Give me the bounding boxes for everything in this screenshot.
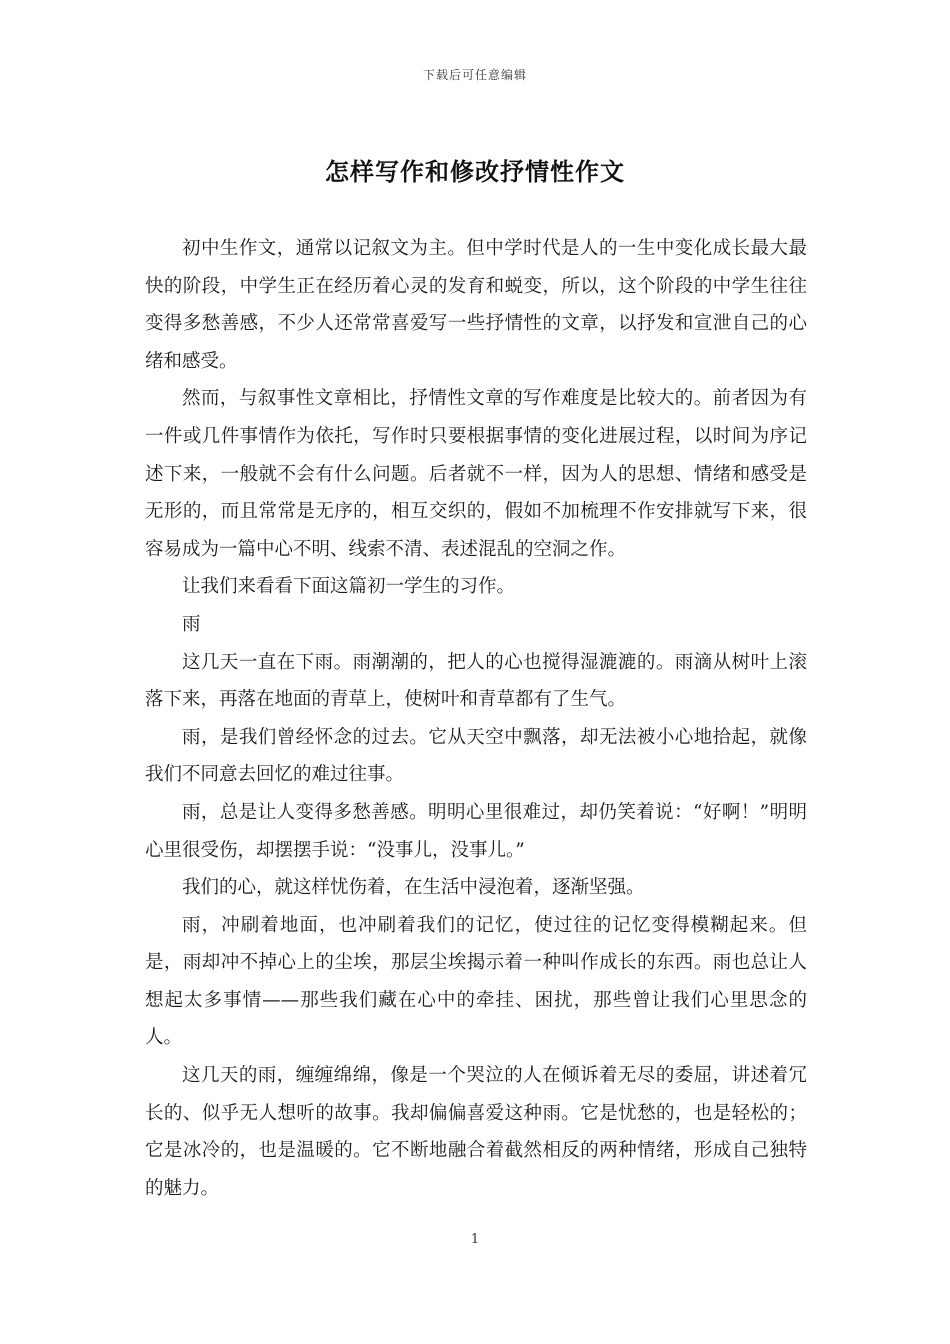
paragraph: 雨，冲刷着地面，也冲刷着我们的记忆，使过往的记忆变得模糊起来。但是，雨却冲不掉心上的尘埃，那层尘埃揭示着一种叫作成长的东西。雨也总让人想起太多事情——那些我们藏在心中的牵挂、困扰，那些曾让我们心里思念的人。: [145, 914, 807, 1049]
page-number: 1: [470, 1232, 480, 1247]
paragraph: 我们的心，就这样忧伤着，在生活中浸泡着，逐渐坚强。: [182, 877, 645, 899]
essay-title: 雨: [182, 613, 201, 635]
paragraph: 然而，与叙事性文章相比，抒情性文章的写作难度是比较大的。前者因为有一件或几件事情作为依托，写作时只要根据事情的变化进展过程，以时间为序记述下来，一般就不会有什么问题。后者就不一样，因为人的思想、情绪和感受是无形的，而且常常是无序的，相互交织的，假如不加梳理不作安排就写下来，很容易成为一篇中心不明、线索不清、表述混乱的空洞之作。: [145, 388, 807, 560]
paragraph: 这几天的雨，缠缠绵绵，像是一个哭泣的人在倾诉着无尽的委屈，讲述着冗长的、似乎无人想听的故事。我却偏偏喜爱这种雨。它是忧愁的，也是轻松的；它是冰冷的，也是温暖的。它不断地融合着截然相反的两种情绪，形成自己独特的魅力。: [145, 1065, 807, 1199]
document-title: 怎样写作和修改抒情性作文: [325, 157, 625, 186]
paragraph: 雨，是我们曾经怀念的过去。它从天空中飘落，却无法被小心地拾起，就像我们不同意去回忆的难过往事。: [145, 726, 807, 786]
page-header: 下载后可任意编辑: [422, 68, 527, 82]
paragraph: 这几天一直在下雨。雨潮潮的，把人的心也搅得湿漉漉的。雨滴从树叶上滚落下来，再落在地面的青草上，使树叶和青草都有了生气。: [145, 651, 807, 711]
paragraph: 初中生作文，通常以记叙文为主。但中学时代是人的一生中变化成长最大最快的阶段，中学生正在经历着心灵的发育和蜕变，所以，这个阶段的中学生往往变得多愁善感，不少人还常常喜爱写一些抒情性的文章，以抒发和宣泄自己的心绪和感受。: [145, 238, 807, 372]
paragraph: 雨，总是让人变得多愁善感。明明心里很难过，却仍笑着说：“好啊！”明明心里很受伤，却摆摆手说：“没事儿，没事儿。”: [145, 801, 807, 861]
document-body: [145, 230, 807, 1207]
paragraph: 让我们来看看下面这篇初一学生的习作。: [182, 576, 516, 598]
